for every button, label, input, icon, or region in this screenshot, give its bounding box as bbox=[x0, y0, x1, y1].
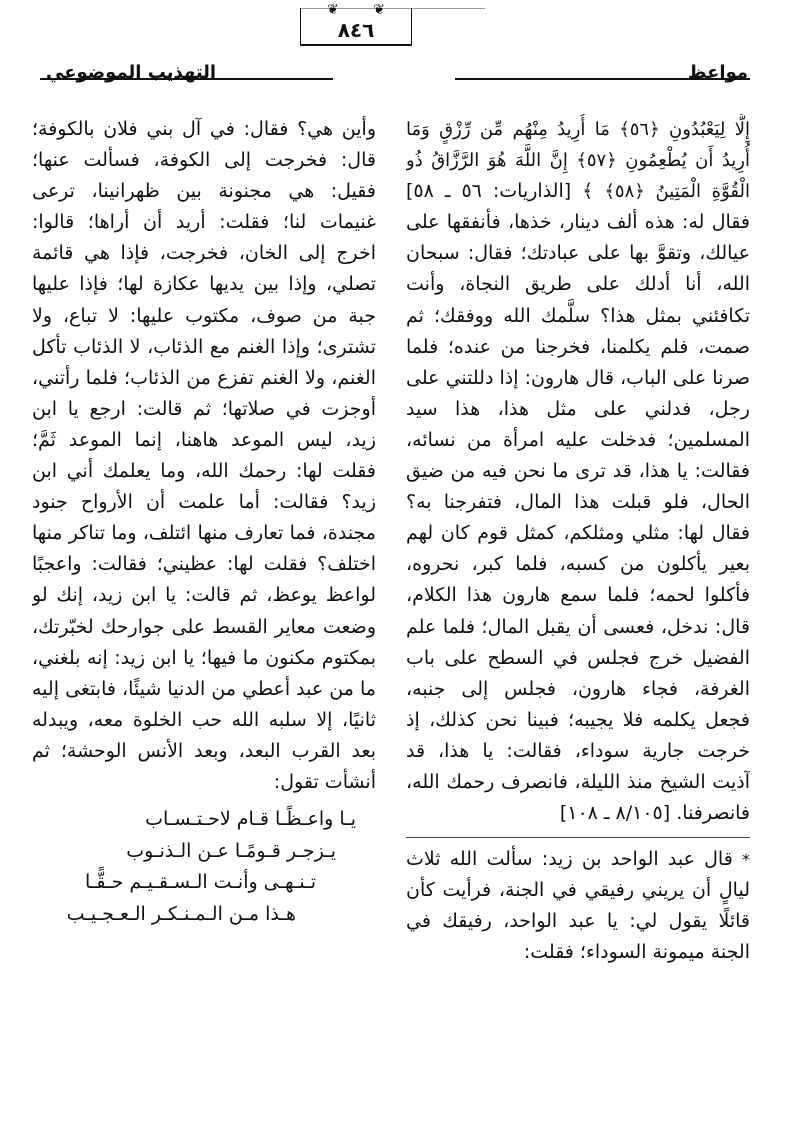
narration-text: قال عبد الواحد بن زيد: سألت الله ثلاث ليالٍ أن يريني رفيقي في الجنة، فرأيت كأن قائلًا يقول لي: يا عبد الواحد، رفيقك في الجنة ميمونة السوداء؛ فقلت: bbox=[406, 848, 750, 964]
poem bbox=[32, 804, 376, 930]
right-paragraph-2 bbox=[406, 844, 750, 968]
left-column bbox=[32, 114, 376, 1104]
poem-verse: يـزجـر قـومًـا عـن الـذنـوب bbox=[126, 839, 336, 862]
ornament-icon: ❦ bbox=[327, 2, 339, 18]
running-title-book: التهذيب الموضوعي bbox=[46, 62, 217, 83]
left-paragraph: وأين هي؟ فقال: في آل بني فلان بالكوفة؛ قال: فخرجت إلى الكوفة، فسألت عنها؛ فقيل: هي مجنونة بين ظهرانينا، ترعى غنيمات لنا؛ فقلت: أريد أن أراها؛ قالوا: اخرج إلى الخان، فخرجت، فإذا هي قائمة تصلي، وإذا بين يديها عكازة لها؛ فإذا عليها جبة من صوف، مكتوب عليها: لا تباع، ولا تشترى؛ وإذا الغنم مع الذئاب، لا الذئاب تأكل الغنم، ولا الغنم تفزع من الذئاب؛ فلما رأتني، أوجزت في صلاتها؛ ثم قالت: ارجع يا ابن زيد، ليس الموعد هاهنا، إنما الموعد ثَمَّ؛ فقلت لها: رحمك الله، وما يعلمك أني ابن زيد؟ فقالت: أما علمت أن الأرواح جنود مجندة، فما تعارف منها ائتلف، وما تناكر منها اختلف؟ فقلت لها: عظيني؛ فقالت: واعجبًا لواعظ يوعظ، ثم قالت: يا ابن زيد، إنك لو وضعت معاير القسط على جوارحك لخبّرتك، بمكتوم مكنون ما فيها؛ يا ابن زيد: إنه بلغني، ما من عبد أعطي من الدنيا شيئًا، فابتغى إليه ثانيًا، إلا سلبه الله حب الخلوة معه، ويبدله بعد القرب البعد، وبعد الأنس الوحشة؛ ثم أنشأت تقول: bbox=[32, 118, 376, 793]
ornament-icon: ❦ bbox=[373, 2, 385, 18]
poem-verse: يـا واعـظًـا قـام لاحـتـسـاب bbox=[145, 808, 356, 831]
poem-verse: تـنـهـى وأنـت الـسـقـيـم حـقًّـا bbox=[85, 871, 316, 894]
page-number-frame bbox=[300, 2, 412, 46]
page-header bbox=[40, 48, 750, 98]
page-number: ٨٤٦ bbox=[337, 18, 375, 42]
star-icon: * bbox=[742, 850, 750, 870]
source-reference: [٨/١٠٥ ـ ١٠٨] bbox=[559, 802, 671, 825]
narration-text: فقال له: هذه ألف دينار، خذها، فأنفقها على عيالك، وتقوَّ بها على عبادتك؛ فقال: سبحان الله، أنا أدلك على طريق النجاة، وأنت تكافئني بمثل هذا؟ سلَّمك الله ووفقك؛ ثم صمت، فلم يكلمنا، فخرجنا من عنده؛ فلما صرنا على الباب، قال هارون: إذا دللتني على رجل، فدلني على مثل هذا، هذا سيد المسلمين؛ فدخلت عليه امرأة من نسائه، فقالت: يا هذا، قد ترى ما نحن فيه من ضيق الحال، فلو قبلت هذا المال، فتفرجنا به؟ فقال لها: مثلي ومثلكم، كمثل قوم كان لهم بعير يأكلون من كسبه، فلما كبر، نحروه، فأكلوا لحمه؛ فلما سمع هارون هذا الكلام، قال: ندخل، فعسى أن يقبل المال؛ فلما علم الفضيل خرج فجلس في السطح على باب الغرفة، فجاء هارون، فجلس إلى جنبه، فجعل يكلمه فلا يجيبه؛ فبينا نحن كذلك، إذ خرجت جارية سوداء، فقالت: يا هذا، قد آذيت الشيخ منذ الليلة، فانصرف رحمك الله، فانصرفنا. bbox=[406, 211, 750, 825]
running-title-chapter: مواعظ bbox=[687, 62, 748, 83]
right-paragraph-1 bbox=[406, 114, 750, 829]
poem-verse: هـذا مـن الـمـنـكـر الـعـجـيـب bbox=[66, 902, 296, 925]
right-column bbox=[406, 114, 750, 1104]
quran-verse: إِلَّا لِيَعْبُدُونِ ﴿٥٦﴾ مَا أُرِيدُ مِنْهُم مِّن رِّزْقٍ وَمَا أُرِيدُ أَن يُطْعِمُونِ ﴿٥٧﴾ إِنَّ اللَّهَ هُوَ الرَّزَّاقُ ذُو الْقُوَّةِ الْمَتِينُ ﴿٥٨﴾ bbox=[406, 119, 750, 203]
quran-reference: ﴾ [الذاريات: ٥٦ ـ ٥٨] bbox=[406, 180, 594, 203]
paragraph-divider bbox=[406, 837, 750, 838]
